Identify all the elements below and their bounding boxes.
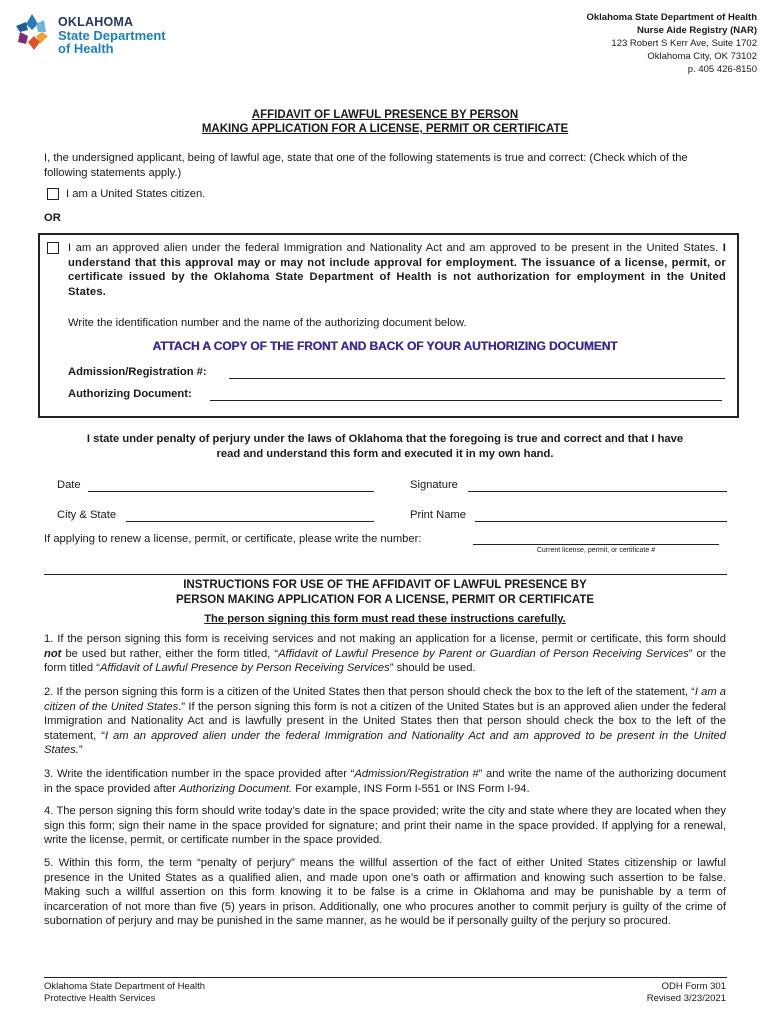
footer-right (647, 981, 726, 1005)
or-separator: OR (44, 212, 61, 224)
instructions-title-line2: PERSON MAKING APPLICATION FOR A LICENSE, PERMIT OR CERTIFICATE (175, 594, 595, 606)
instruction-1-text: 1. If the person signing this form is receiving services and not making an application for a license, permit or certificate, this form should (44, 633, 726, 645)
agency-address-line2: Oklahoma City, OK 73102 (647, 51, 757, 62)
agency-phone: p. 405 426-8150 (687, 64, 757, 75)
authorizing-document-label: Authorizing Document: (68, 388, 192, 400)
attach-copy-notice: ATTACH A COPY OF THE FRONT AND BACK OF YOUR AUTHORIZING DOCUMENT (152, 339, 618, 353)
city-state-label: City & State (57, 509, 117, 521)
approved-alien-statement (68, 241, 726, 299)
instructions-title (0, 578, 770, 608)
footer-divider (44, 977, 727, 978)
instruction-1-not: not (44, 647, 62, 660)
instructions-title-line1: INSTRUCTIONS FOR USE OF THE AFFIDAVIT OF LAWFUL PRESENCE BY (183, 579, 587, 591)
perjury-statement (0, 432, 770, 461)
footer-revision-date: Revised 3/23/2021 (646, 993, 726, 1004)
form-title-line1: AFFIDAVIT OF LAWFUL PRESENCE BY PERSON (251, 109, 519, 121)
employment-notice: I understand that this approval may or may not include approval for employment. The issuance of a license, permit, or certificate issued by the Oklahoma State Department of Health is not authorization for employment in the United States. (68, 242, 726, 298)
form-title (0, 108, 770, 136)
logo-state-department: State Department (58, 28, 166, 43)
instruction-2 (44, 685, 726, 758)
instruction-2-text3: ” (78, 744, 83, 757)
instruction-1 (44, 632, 726, 676)
instruction-3-text: 3. Write the identification number in the space provided after “ (44, 768, 355, 780)
instruction-3-authorizing: Authorizing Document. (178, 782, 293, 795)
logo-of-health: of Health (58, 41, 114, 56)
instructions-subtitle: The person signing this form must read these instructions carefully. (204, 613, 566, 625)
perjury-statement-line1: I state under penalty of perjury under the laws of Oklahoma that the foregoing is true and correct and that I have (86, 433, 684, 445)
date-label: Date (57, 479, 81, 491)
print-name-label: Print Name (410, 509, 466, 521)
instruction-3 (44, 767, 726, 796)
print-name-field[interactable] (475, 521, 727, 522)
instruction-3-admission: Admission/Registration # (354, 768, 479, 780)
instruction-1-form-b: Affidavit of Lawful Presence by Person Receiving Services (99, 662, 390, 675)
footer-division: Protective Health Services (44, 993, 156, 1004)
admission-registration-label: Admission/Registration #: (68, 366, 207, 378)
instruction-3-text3: For example, INS Form I-551 or INS Form I-94. (292, 782, 530, 795)
instruction-1-text4: ” should be used. (389, 662, 476, 675)
renewal-number-field[interactable] (473, 544, 719, 545)
signature-field[interactable] (468, 491, 727, 492)
footer-form-number: ODH Form 301 (661, 981, 726, 992)
us-citizen-checkbox[interactable] (47, 188, 59, 200)
us-citizen-label: I am a United States citizen. (66, 188, 206, 200)
logo-oklahoma: OKLAHOMA (58, 15, 134, 29)
approved-alien-checkbox[interactable] (47, 242, 59, 254)
footer-left (44, 981, 205, 1005)
instruction-1-form-a: Affidavit of Lawful Presence by Parent or Guardian of Person Receiving Services (278, 647, 689, 660)
perjury-statement-line2: read and understand this form and executed it in my own hand. (216, 447, 554, 460)
section-divider (44, 574, 727, 575)
footer-agency: Oklahoma State Department of Health (44, 981, 206, 992)
instruction-1-text2: be used but rather, either the form titled, “ (61, 647, 279, 660)
instruction-4: 4. The person signing this form should write today’s date in the space provided; write the city and state where they are located when they sign this form; sign their name in the space provided for signature; and print their name in the space provided. If applying for a renewal, write the license, permit, or certificate number in the space provided. (44, 805, 726, 847)
intro-text: I, the undersigned applicant, being of lawful age, state that one of the following statements is true and correct: (Check which of the following statements apply.) (44, 152, 688, 179)
instruction-2-text: 2. If the person signing this form is a citizen of the United States then that person should check the box to the left of the statement, “ (44, 686, 695, 698)
instruction-5: 5. Within this form, the term “penalty of perjury” means the willful assertion of the fact of either United States citizenship or lawful presence in the United States as a qualified alien, and made upon one’s oath or affirmation and knowing such assertion to be false. Making such a willful assertion on this form knowing it to be false is a crime in Oklahoma and may be punishable by a term of incarceration of not more than five (5) years in prison. Additionally, one who procures another to commit perjury is guilty of the crime of subornation of perjury and may be punished in the same manner, as he would be if personally guilty of the perjury so procured. (44, 857, 726, 928)
form-title-line2: MAKING APPLICATION FOR A LICENSE, PERMIT OR CERTIFICATE (201, 123, 569, 135)
admission-registration-field[interactable] (229, 378, 725, 379)
renewal-label: If applying to renew a license, permit, or certificate, please write the number: (44, 533, 422, 545)
agency-registry: Nurse Aide Registry (NAR) (636, 25, 757, 36)
agency-address-block (586, 11, 757, 76)
renewal-caption: Current license, permit, or certificate # (536, 547, 656, 554)
instruction-3-text2: ” and write the name of the authorizing document in the space provided after (44, 768, 726, 795)
logo-emblem-icon (10, 10, 54, 54)
agency-name: Oklahoma State Department of Health (586, 12, 757, 23)
instruction-2-citizen-statement: I am a citizen of the United States (44, 686, 726, 713)
write-id-instruction: Write the identification number and the name of the authorizing document below. (68, 317, 467, 329)
instruction-2-alien-statement: I am an approved alien under the federal Immigration and Nationality Act and am approved to be present in the United States. (44, 729, 726, 757)
agency-address-line1: 123 Robert S Kerr Ave, Suite 1702 (611, 38, 757, 49)
instruction-2-text2: .” If the person signing this form is not a citizen of the United States but is an approved alien under the federal Immigration and Nationality Act and is lawfully present in the United States then that person should check the box to the left of the statement, “ (44, 700, 726, 742)
signature-label: Signature (410, 479, 458, 491)
city-state-field[interactable] (126, 521, 374, 522)
instruction-1-text3: ” or the form titled “ (44, 647, 726, 675)
authorizing-document-field[interactable] (210, 400, 722, 401)
date-field[interactable] (88, 491, 374, 492)
osdh-logo (10, 10, 170, 56)
approved-alien-text: I am an approved alien under the federal Immigration and Nationality Act and am approved to be present in the United States. (68, 242, 723, 254)
